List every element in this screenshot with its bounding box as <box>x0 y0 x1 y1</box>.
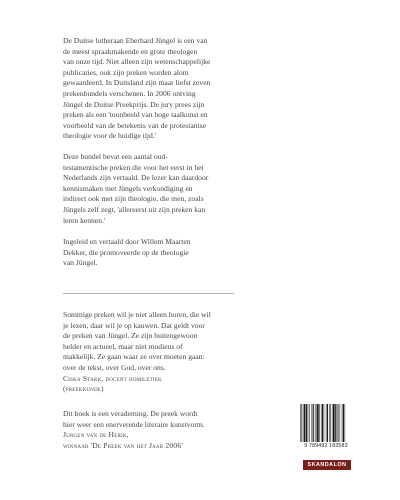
quote-stark <box>63 310 313 395</box>
barcode-bar <box>304 404 306 442</box>
barcode-bar <box>340 404 341 442</box>
barcode-bar <box>345 404 346 442</box>
publisher-logo <box>303 460 351 470</box>
barcode-bar <box>329 404 330 442</box>
barcode-bar <box>317 404 319 442</box>
barcode-bar <box>303 404 304 442</box>
barcode-bar <box>326 404 327 442</box>
barcode-bar <box>315 404 316 442</box>
publisher-name: SKANDALON <box>307 462 347 468</box>
barcode-bar <box>342 404 343 442</box>
translator-paragraph <box>63 237 313 269</box>
quote-herik <box>63 409 313 451</box>
barcode-bar <box>312 404 313 442</box>
quote-stark-text: Sommige preken wil je niet alleen horen, die wil je lezen, daar wil je op kauwen. Dat geldt voor de preken van Jüngel. Ze zijn buitengewoon helder en actueel, maar niet modieus of makkelijk. Ze gaan waar ze over moeten gaan: over de tekst, over God, over ons. Ciska Stark, docent homiletiek (preekkunde) <box>63 310 313 395</box>
barcode-icon <box>300 404 352 442</box>
translator-text: Ingeleid en vertaald door Willem Maarten Dekker, die promoveerde op de theologie van Jüngel. <box>63 237 191 268</box>
barcode-bar <box>343 404 344 442</box>
barcode-bar <box>319 404 320 442</box>
intro-paragraph <box>63 36 313 142</box>
barcode-bar <box>300 404 301 442</box>
divider <box>63 293 234 294</box>
quote-stark-author: Ciska Stark, docent homiletiek <box>63 373 162 383</box>
isbn-number: 9 789492 183583 <box>304 443 348 449</box>
barcode-bar <box>335 404 336 442</box>
barcode-bar <box>316 404 317 442</box>
quote-herik-text: Dit boek is een verademing. De preek wordt hier weer een enerverende literaire kunstvorm. Jurgen van de Herik, winnaar 'De Preek van het Jaar 2006' <box>63 409 313 451</box>
barcode-bar <box>306 404 307 442</box>
barcode-bar <box>313 404 314 442</box>
barcode-bar <box>309 404 310 442</box>
barcode-bar <box>322 404 323 442</box>
barcode-bar <box>337 404 338 442</box>
barcode-bar <box>333 404 335 442</box>
barcode-bar <box>327 404 328 442</box>
barcode-bar <box>308 404 309 442</box>
isbn-barcode <box>300 404 352 449</box>
barcode-bar <box>301 404 302 442</box>
barcode-bar <box>338 404 339 442</box>
bundle-text: Deze bundel bevat een aantal oud- testamentische preken die voor het eerst in het Nederlands zijn vertaald. De lezer kan daardoor kennismaken met Jüngels verkondiging en indirect ook met zijn theologie, die men, zoals Jüngels zelf zegt, 'allereerst uit zijn preken kan leren kennen.' <box>63 152 209 225</box>
quote-herik-author: Jurgen van de Herik, <box>63 430 129 440</box>
barcode-bar <box>321 404 322 442</box>
quote-stark-author-note: (preekkunde) <box>63 384 104 394</box>
bundle-paragraph <box>63 152 313 226</box>
quote-herik-author-note: winnaar 'De Preek van het Jaar 2006' <box>63 440 183 450</box>
barcode-bar <box>332 404 333 442</box>
barcode-bar <box>330 404 331 442</box>
intro-text: De Duitse lutheraan Eberhard Jüngel is een van de meest spraakmakende en grote theologen van onze tijd. Niet alleen zijn wetenschappelijke publicaties, ook zijn preken worden alom gewaardeerd. In Duitsland zijn maar liefst zeven prekenbundels verschenen. In 2006 ontving Jüngel de Duitse Preekprijs. De jury prees zijn preken als een 'toonbeeld van hoge taalkunst en voorbeeld van de betekenis van de protestantse theologie voor de huidige tijd.' <box>63 36 211 141</box>
barcode-bar <box>324 404 325 442</box>
